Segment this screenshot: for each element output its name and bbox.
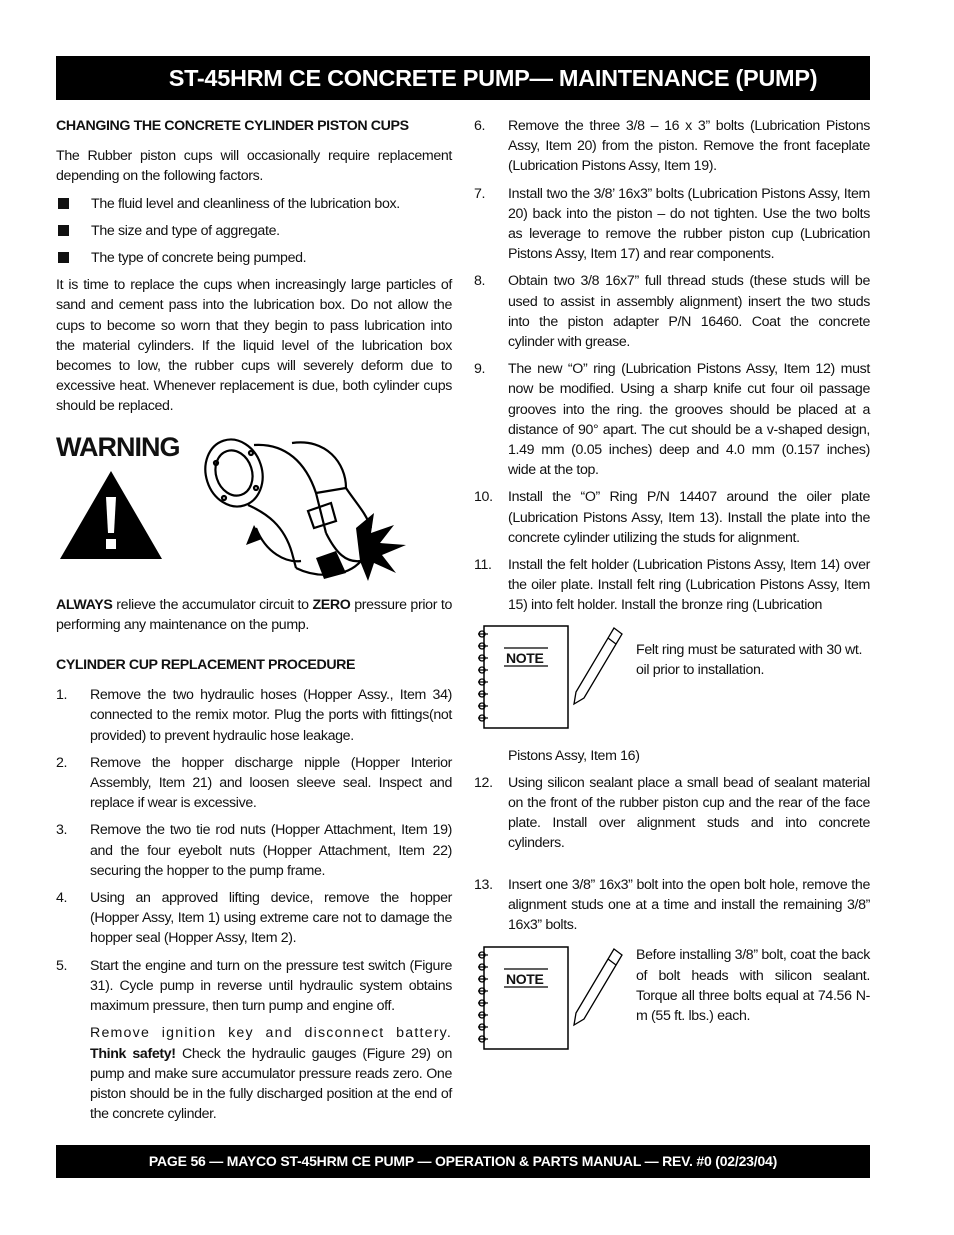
step11-continuation: Pistons Assy, Item 16) xyxy=(508,747,640,764)
step-item: 12. Using silicon sealant place a small bead of sealant material on the front of the rubber piston cup and the rear of the face plate. Install over alignment studs and into concrete cylinders. xyxy=(474,774,870,852)
warning-triangle-icon xyxy=(58,469,164,561)
step-item: 1. Remove the two hydraulic hoses (Hopper Assy., Item 34) connected to the remix motor. Plug the ports with fittings(not provided) to prevent hydraulic hose leakage. xyxy=(56,687,452,744)
note-label: NOTE xyxy=(506,971,544,988)
notebook-pencil-icon xyxy=(476,945,626,1053)
pump-pressure-hazard-icon xyxy=(196,433,436,583)
bullet-item: The type of concrete being pumped. xyxy=(56,248,452,268)
step-item: 8. Obtain two 3/8 16x7” full thread studs (these studs will be used to assist in assembly alignment) insert the two studs into the piston adapter P/N 16460. Coat the concrete cylinder with grease. xyxy=(474,273,870,351)
warning-heading: WARNING xyxy=(56,431,180,462)
step5-continuation: Remove ignition key and disconnect battery. Think safety! Check the hydraulic gauges (Figure 29) on pump and make sure accumulator pressure reads zero. One piston should be in the fully discharged position at the end of the concrete cylinder. xyxy=(90,1025,452,1123)
left-column xyxy=(56,116,452,1131)
replacement-paragraph: It is time to replace the cups when increasingly large particles of sand and cement pass into the lubrication box. Do not allow the cups to become so worn that they begin to pass lubrication into the material cylinders. If the liquid level of the lubrication box becomes to low, the rubber cups will severely deform due to excessive heat. Whenever replacement is due, both cylinder cups should be replaced. xyxy=(56,277,452,415)
notebook-pencil-icon xyxy=(476,624,626,732)
step-item: 9. The new “O” ring (Lubrication Pistons Assy, Item 12) must now be modified. Using a sharp knife cut four oil passage grooves into the ring. the grooves should be placed at a distance of 90° apart. The cut should be a v-shaped design, 1.49 mm (0.05 inches) deep and 4.0 mm (0.157 inches) wide at the top. xyxy=(474,361,870,479)
section-heading-procedure: CYLINDER CUP REPLACEMENT PROCEDURE xyxy=(56,657,356,674)
step-item: 6. Remove the three 3/8 – 16 x 3” bolts (Lubrication Pistons Assy, Item 20) from the piston. Remove the front faceplate (Lubrication Pistons Assy, Item 19). xyxy=(474,118,870,175)
bullet-square-icon xyxy=(58,225,69,236)
step-item: 13. Insert one 3/8” 16x3” bolt into the open bolt hole, remove the alignment studs one at a time and install the remaining 3/8” 16x3” bolts. xyxy=(474,876,870,934)
step-item: 2. Remove the hopper discharge nipple (Hopper Interior Assembly, Item 21) and loosen sleeve seal. Inspect and replace if wear is excessive. xyxy=(56,754,452,812)
step-item: 5. Start the engine and turn on the pressure test switch (Figure 31). Cycle pump in reverse until hydraulic system obtains maximum pressure, then turn pump and engine off. xyxy=(56,957,452,1015)
intro-paragraph: The Rubber piston cups will occasionally require replacement depending on the following factors. xyxy=(56,148,452,185)
step-item: 11. Install the felt holder (Lubrication Pistons Assy, Item 14) over the oiler plate. Install felt ring (Lubrication Pistons Assy, Item 15) into felt holder. Install the bronze ring (Lubrication xyxy=(474,557,870,614)
page-title: ST-45HRM CE CONCRETE PUMP— MAINTENANCE (PUMP) xyxy=(168,65,818,91)
step-item: 7. Install two the 3/8’ 16x3” bolts (Lubrication Pistons Assy, Item 20) back into the piston – do not tighten. Use the two bolts as leverage to remove the rubber piston cup (Lubrication Pistons Assy, Item 17) and rear components. xyxy=(474,185,870,263)
step-item: 4. Using an approved lifting device, remove the hopper (Hopper Assy, Item 1) using extreme care not to damage the hopper seal (Hopper Assy, Item 2). xyxy=(56,890,452,947)
note-label: NOTE xyxy=(506,649,544,666)
note-text: Felt ring must be saturated with 30 wt. oil prior to installation. xyxy=(636,641,863,678)
bullet-item: The fluid level and cleanliness of the lubrication box. xyxy=(56,194,452,214)
page-footer: PAGE 56 — MAYCO ST-45HRM CE PUMP — OPERATION & PARTS MANUAL — REV. #0 (02/23/04) xyxy=(56,1145,870,1178)
note-box-bolt-torque xyxy=(474,945,870,1053)
note-box-felt-ring xyxy=(474,624,870,732)
section-heading-piston-cups: CHANGING THE CONCRETE CYLINDER PISTON CUPS xyxy=(56,118,409,134)
note-text: Before installing 3/8” bolt, coat the back of bolt heads with silicon sealant. Torque all three bolts equal at 74.56 N-m (55 ft. lbs.) each. xyxy=(636,947,870,1024)
right-column xyxy=(474,116,870,1067)
always-relieve-paragraph: ALWAYS relieve the accumulator circuit to ZERO pressure prior to performing any maintenance on the pump. xyxy=(56,596,452,633)
step-item: 3. Remove the two tie rod nuts (Hopper Attachment, Item 19) and the four eyebolt nuts (Hopper Attachment, Item 22) securing the hopper to the pump frame. xyxy=(56,822,452,879)
bullet-square-icon xyxy=(58,252,69,263)
page-header-banner xyxy=(56,56,870,100)
warning-figures xyxy=(56,463,452,589)
bullet-square-icon xyxy=(58,198,69,209)
step-item: 10. Install the “O” Ring P/N 14407 around the oiler plate (Lubrication Pistons Assy, Item 13). Install the plate into the concrete cylinder utilizing the studs for alignment. xyxy=(474,489,870,546)
bullet-item: The size and type of aggregate. xyxy=(56,221,452,241)
